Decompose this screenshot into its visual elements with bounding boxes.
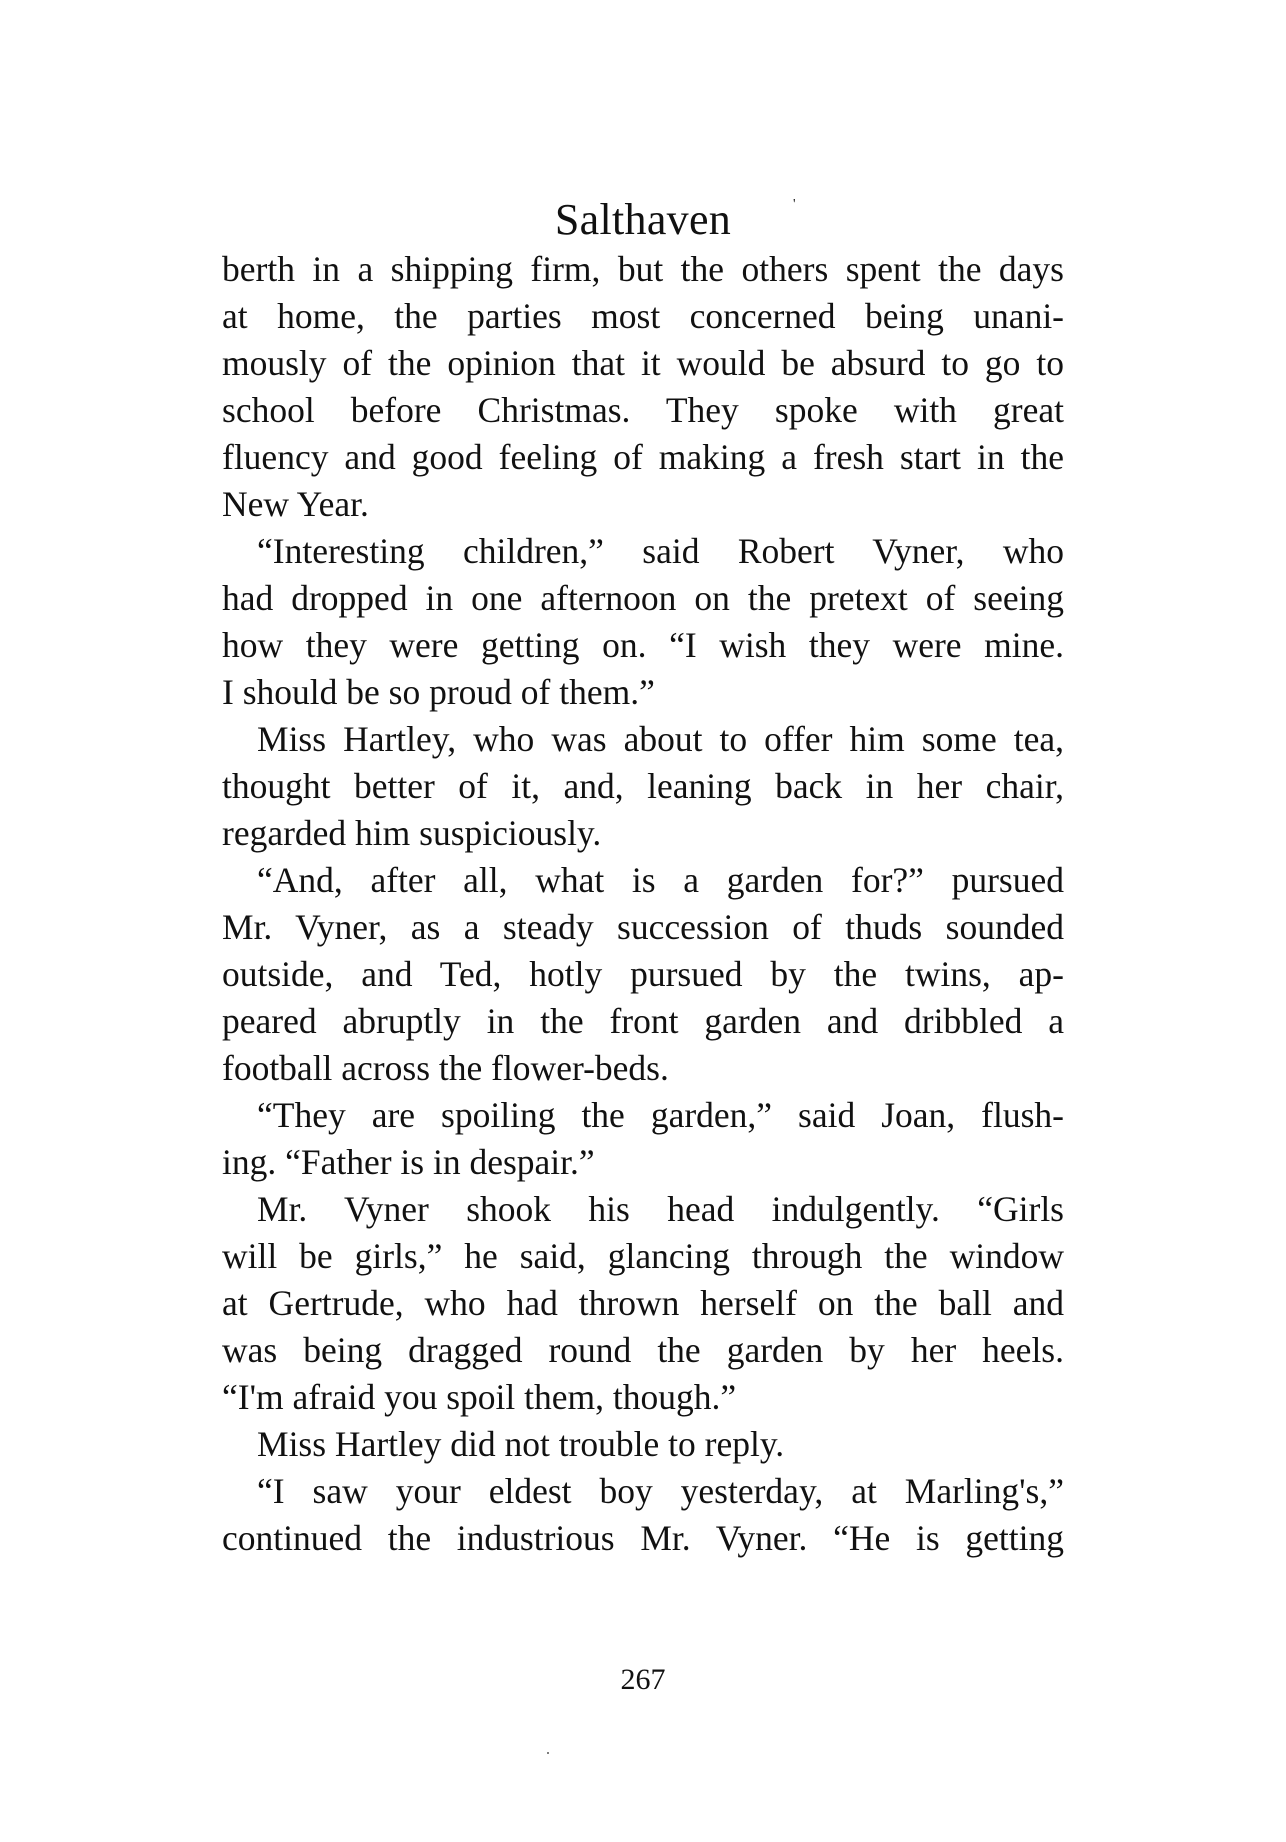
text-line: how they were getting on. “I wish they were mine. (222, 625, 1064, 665)
text-line: “And, after all, what is a garden for?” pursued (257, 860, 1064, 900)
text-line: at Gertrude, who had thrown herself on the ball and (222, 1283, 1064, 1323)
text-line: school before Christmas. They spoke with great (222, 390, 1064, 430)
text-line: “I saw your eldest boy yesterday, at Marling's,” (257, 1471, 1064, 1511)
text-line: fluency and good feeling of making a fresh start in the (222, 437, 1064, 477)
text-line: thought better of it, and, leaning back in her chair, (222, 766, 1064, 806)
page-body-text (222, 246, 1064, 1562)
text-line: “I'm afraid you spoil them, though.” (222, 1377, 737, 1417)
text-line: peared abruptly in the front garden and dribbled a (222, 1001, 1064, 1041)
scan-speck (547, 1752, 549, 1754)
text-line: Miss Hartley, who was about to offer him some tea, (257, 719, 1064, 759)
text-line: football across the flower-beds. (222, 1048, 669, 1088)
text-line: berth in a shipping firm, but the others spent the days (222, 249, 1064, 289)
text-line: “Interesting children,” said Robert Vyner, who (257, 531, 1064, 571)
text-line: outside, and Ted, hotly pursued by the twins, ap- (222, 954, 1064, 994)
text-line: had dropped in one afternoon on the pretext of seeing (222, 578, 1064, 618)
header-mark: ' (793, 197, 796, 212)
text-line: was being dragged round the garden by her heels. (222, 1330, 1064, 1370)
text-line: I should be so proud of them.” (222, 672, 655, 712)
text-line: at home, the parties most concerned being unani- (222, 296, 1064, 336)
text-line: regarded him suspiciously. (222, 813, 602, 853)
text-line: Mr. Vyner, as a steady succession of thuds sounded (222, 907, 1064, 947)
text-line: will be girls,” he said, glancing through the window (222, 1236, 1064, 1276)
text-line: continued the industrious Mr. Vyner. “He is getting (222, 1518, 1064, 1558)
text-line: mously of the opinion that it would be absurd to go to (222, 343, 1064, 383)
text-line: “They are spoiling the garden,” said Joan, flush- (257, 1095, 1064, 1135)
text-line: Mr. Vyner shook his head indulgently. “Girls (257, 1189, 1064, 1229)
text-line: New Year. (222, 484, 369, 524)
running-header (0, 192, 1286, 248)
running-header-title: Salthaven (554, 195, 732, 244)
page-number: 267 (620, 1663, 666, 1696)
text-line: Miss Hartley did not trouble to reply. (257, 1424, 785, 1464)
text-line: ing. “Father is in despair.” (222, 1142, 595, 1182)
